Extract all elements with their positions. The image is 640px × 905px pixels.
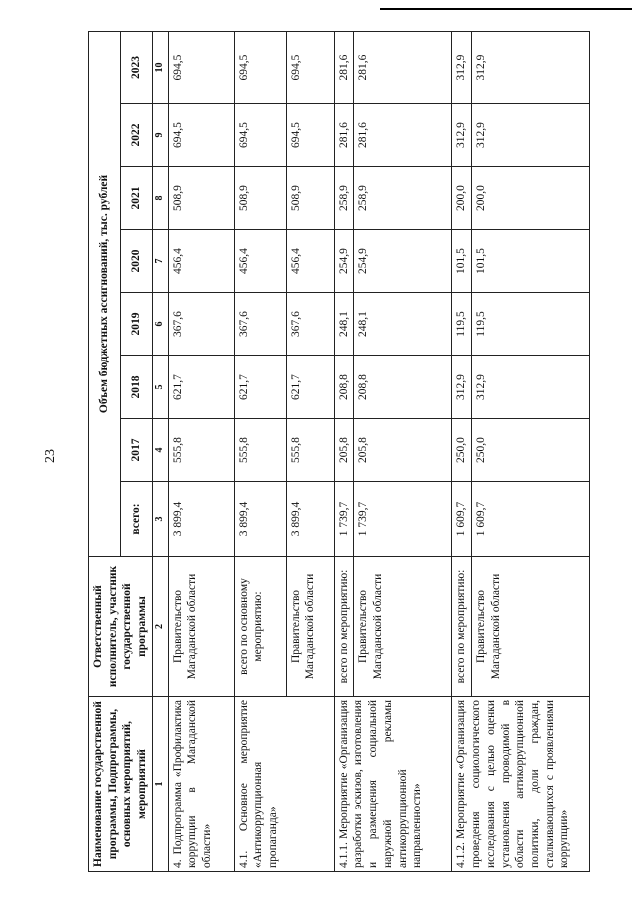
value-cell: 281,6 <box>354 32 452 104</box>
value-cell: 312,9 <box>472 104 590 167</box>
row-executor: Правительство Магаданской области <box>472 557 590 697</box>
value-cell: 3 899,4 <box>234 482 286 557</box>
budget-table <box>88 31 590 872</box>
row-name: 4. Подпрограмма «Профилактика коррупции в Магаданской области» <box>168 697 234 872</box>
column-number: 7 <box>152 230 168 293</box>
header-budget: Объем бюджетных ассигнований, тыс. рублей <box>89 32 121 557</box>
value-cell: 312,9 <box>452 32 472 104</box>
value-cell: 555,8 <box>234 419 286 482</box>
value-cell: 3 899,4 <box>286 482 334 557</box>
value-cell: 694,5 <box>168 104 234 167</box>
column-number: 10 <box>152 32 168 104</box>
value-cell: 101,5 <box>452 230 472 293</box>
value-cell: 119,5 <box>452 293 472 356</box>
value-cell: 456,4 <box>234 230 286 293</box>
value-cell: 555,8 <box>168 419 234 482</box>
rotated-table-wrapper <box>88 32 640 872</box>
value-cell: 312,9 <box>452 356 472 419</box>
value-cell: 1 739,7 <box>354 482 452 557</box>
value-cell: 456,4 <box>286 230 334 293</box>
column-number: 5 <box>152 356 168 419</box>
row-name: 4.1.2. Мероприятие «Организация проведения социологического исследования с целью оценки установления проводимой в области антикоррупционной политики, доли граждан, сталкивающихся с проявлениями коррупции» <box>452 697 590 872</box>
table-row <box>452 32 472 872</box>
header-year: 2020 <box>120 230 152 293</box>
value-cell: 312,9 <box>452 104 472 167</box>
value-cell: 312,9 <box>472 32 590 104</box>
value-cell: 456,4 <box>168 230 234 293</box>
row-executor: всего по мероприятию: <box>452 557 472 697</box>
header-year: 2017 <box>120 419 152 482</box>
value-cell: 621,7 <box>234 356 286 419</box>
row-executor: Правительство Магаданской области <box>354 557 452 697</box>
value-cell: 1 609,7 <box>452 482 472 557</box>
value-cell: 694,5 <box>286 32 334 104</box>
column-number: 3 <box>152 482 168 557</box>
value-cell: 250,0 <box>472 419 590 482</box>
value-cell: 694,5 <box>286 104 334 167</box>
column-number: 1 <box>152 697 168 872</box>
value-cell: 258,9 <box>354 167 452 230</box>
row-executor: Правительство Магаданской области <box>286 557 334 697</box>
value-cell: 254,9 <box>334 230 354 293</box>
row-name: 4.1.1. Мероприятие «Организация разработки эскизов, изготовления и размещения социальной наружной рекламы антикоррупционной направленности» <box>334 697 452 872</box>
value-cell: 200,0 <box>452 167 472 230</box>
header-total: всего: <box>120 482 152 557</box>
value-cell: 205,8 <box>334 419 354 482</box>
table-row <box>234 32 286 872</box>
value-cell: 3 899,4 <box>168 482 234 557</box>
value-cell: 250,0 <box>452 419 472 482</box>
value-cell: 694,5 <box>234 32 286 104</box>
value-cell: 621,7 <box>168 356 234 419</box>
value-cell: 281,6 <box>354 104 452 167</box>
value-cell: 254,9 <box>354 230 452 293</box>
value-cell: 508,9 <box>286 167 334 230</box>
row-executor: всего по основному мероприятию: <box>234 557 286 697</box>
value-cell: 248,1 <box>334 293 354 356</box>
value-cell: 101,5 <box>472 230 590 293</box>
row-executor: Правительство Магаданской области <box>168 557 234 697</box>
value-cell: 119,5 <box>472 293 590 356</box>
header-year: 2023 <box>120 32 152 104</box>
header-year: 2022 <box>120 104 152 167</box>
column-number: 8 <box>152 167 168 230</box>
value-cell: 248,1 <box>354 293 452 356</box>
value-cell: 281,6 <box>334 32 354 104</box>
value-cell: 1 609,7 <box>472 482 590 557</box>
value-cell: 367,6 <box>286 293 334 356</box>
row-name: 4.1. Основное мероприятие «Антикоррупционная пропаганда» <box>234 697 334 872</box>
value-cell: 1 739,7 <box>334 482 354 557</box>
value-cell: 258,9 <box>334 167 354 230</box>
value-cell: 508,9 <box>168 167 234 230</box>
table-row <box>168 32 234 872</box>
value-cell: 205,8 <box>354 419 452 482</box>
header-executor: Ответственный исполнитель, участник государственной программы <box>89 557 153 697</box>
value-cell: 312,9 <box>472 356 590 419</box>
page-number: 23 <box>43 449 58 463</box>
value-cell: 621,7 <box>286 356 334 419</box>
column-number: 4 <box>152 419 168 482</box>
value-cell: 281,6 <box>334 104 354 167</box>
column-number: 9 <box>152 104 168 167</box>
value-cell: 208,8 <box>334 356 354 419</box>
value-cell: 208,8 <box>354 356 452 419</box>
value-cell: 367,6 <box>168 293 234 356</box>
value-cell: 694,5 <box>234 104 286 167</box>
header-year: 2018 <box>120 356 152 419</box>
header-year: 2019 <box>120 293 152 356</box>
column-number: 2 <box>152 557 168 697</box>
value-cell: 200,0 <box>472 167 590 230</box>
value-cell: 508,9 <box>234 167 286 230</box>
row-executor: всего по мероприятию: <box>334 557 354 697</box>
header-name: Наименование государственной программы, Подпрограммы, основных мероприятий, мероприятий <box>89 697 153 872</box>
column-number: 6 <box>152 293 168 356</box>
value-cell: 694,5 <box>168 32 234 104</box>
top-rule <box>380 8 632 10</box>
value-cell: 555,8 <box>286 419 334 482</box>
table-row <box>334 32 354 872</box>
value-cell: 367,6 <box>234 293 286 356</box>
header-year: 2021 <box>120 167 152 230</box>
